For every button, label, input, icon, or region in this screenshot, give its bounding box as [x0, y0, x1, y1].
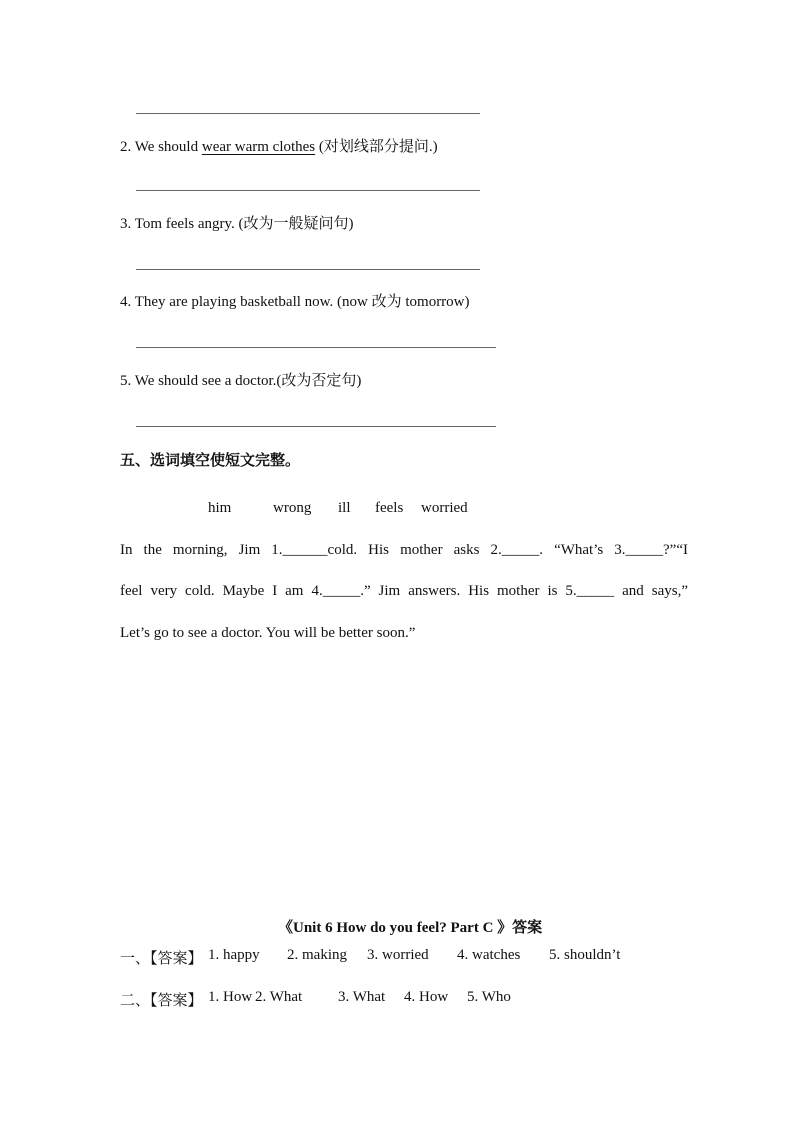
passage-line-2: feel very cold. Maybe I am 4._____.” Jim answers. His mother is 5._____ and says,” — [120, 583, 688, 599]
answer-item: 4. watches — [457, 947, 521, 963]
answer-item: 3. What — [338, 989, 386, 1005]
answers-title: 《Unit 6 How do you feel? Part C 》答案 — [278, 920, 543, 936]
question-2: 2. We should wear warm clothes (对划线部分提问.) — [120, 139, 438, 155]
answer-line-1[interactable] — [136, 113, 480, 114]
answer-item: 4. How — [404, 989, 449, 1005]
passage-line-1: In the morning, Jim 1.______cold. His mother asks 2._____. “What’s 3._____?”“I — [120, 542, 688, 558]
answer-label: 二、【答案】 — [120, 991, 203, 1009]
answer-item: 3. worried — [367, 947, 429, 963]
answer-line-2[interactable] — [136, 190, 480, 191]
answer-item: 1. happy — [208, 947, 260, 963]
answer-line-3[interactable] — [136, 269, 480, 270]
question-5: 5. We should see a doctor.(改为否定句) — [120, 373, 362, 389]
answer-item: 5. Who — [467, 989, 511, 1005]
answer-item: 5. shouldn’t — [549, 947, 621, 963]
question-4: 4. They are playing basketball now. (now 改为 tomorrow) — [120, 294, 470, 310]
word-bank-item: worried — [421, 500, 468, 516]
answer-label: 一、【答案】 — [120, 949, 203, 967]
answer-item: 2. What — [255, 989, 303, 1005]
answer-line-5[interactable] — [136, 426, 496, 427]
answer-line-4[interactable] — [136, 347, 496, 348]
word-bank-item: ill — [338, 500, 351, 516]
underlined-phrase: wear warm clothes — [201, 139, 316, 155]
word-bank-item: wrong — [273, 500, 312, 516]
answer-item: 2. making — [287, 947, 347, 963]
question-3: 3. Tom feels angry. (改为一般疑问句) — [120, 216, 354, 232]
passage-line-3: Let’s go to see a doctor. You will be better soon.” — [120, 625, 416, 641]
word-bank-item: him — [208, 500, 232, 516]
section-5-title: 五、选词填空使短文完整。 — [120, 451, 301, 469]
answer-item: 1. How — [208, 989, 253, 1005]
word-bank-item: feels — [375, 500, 404, 516]
